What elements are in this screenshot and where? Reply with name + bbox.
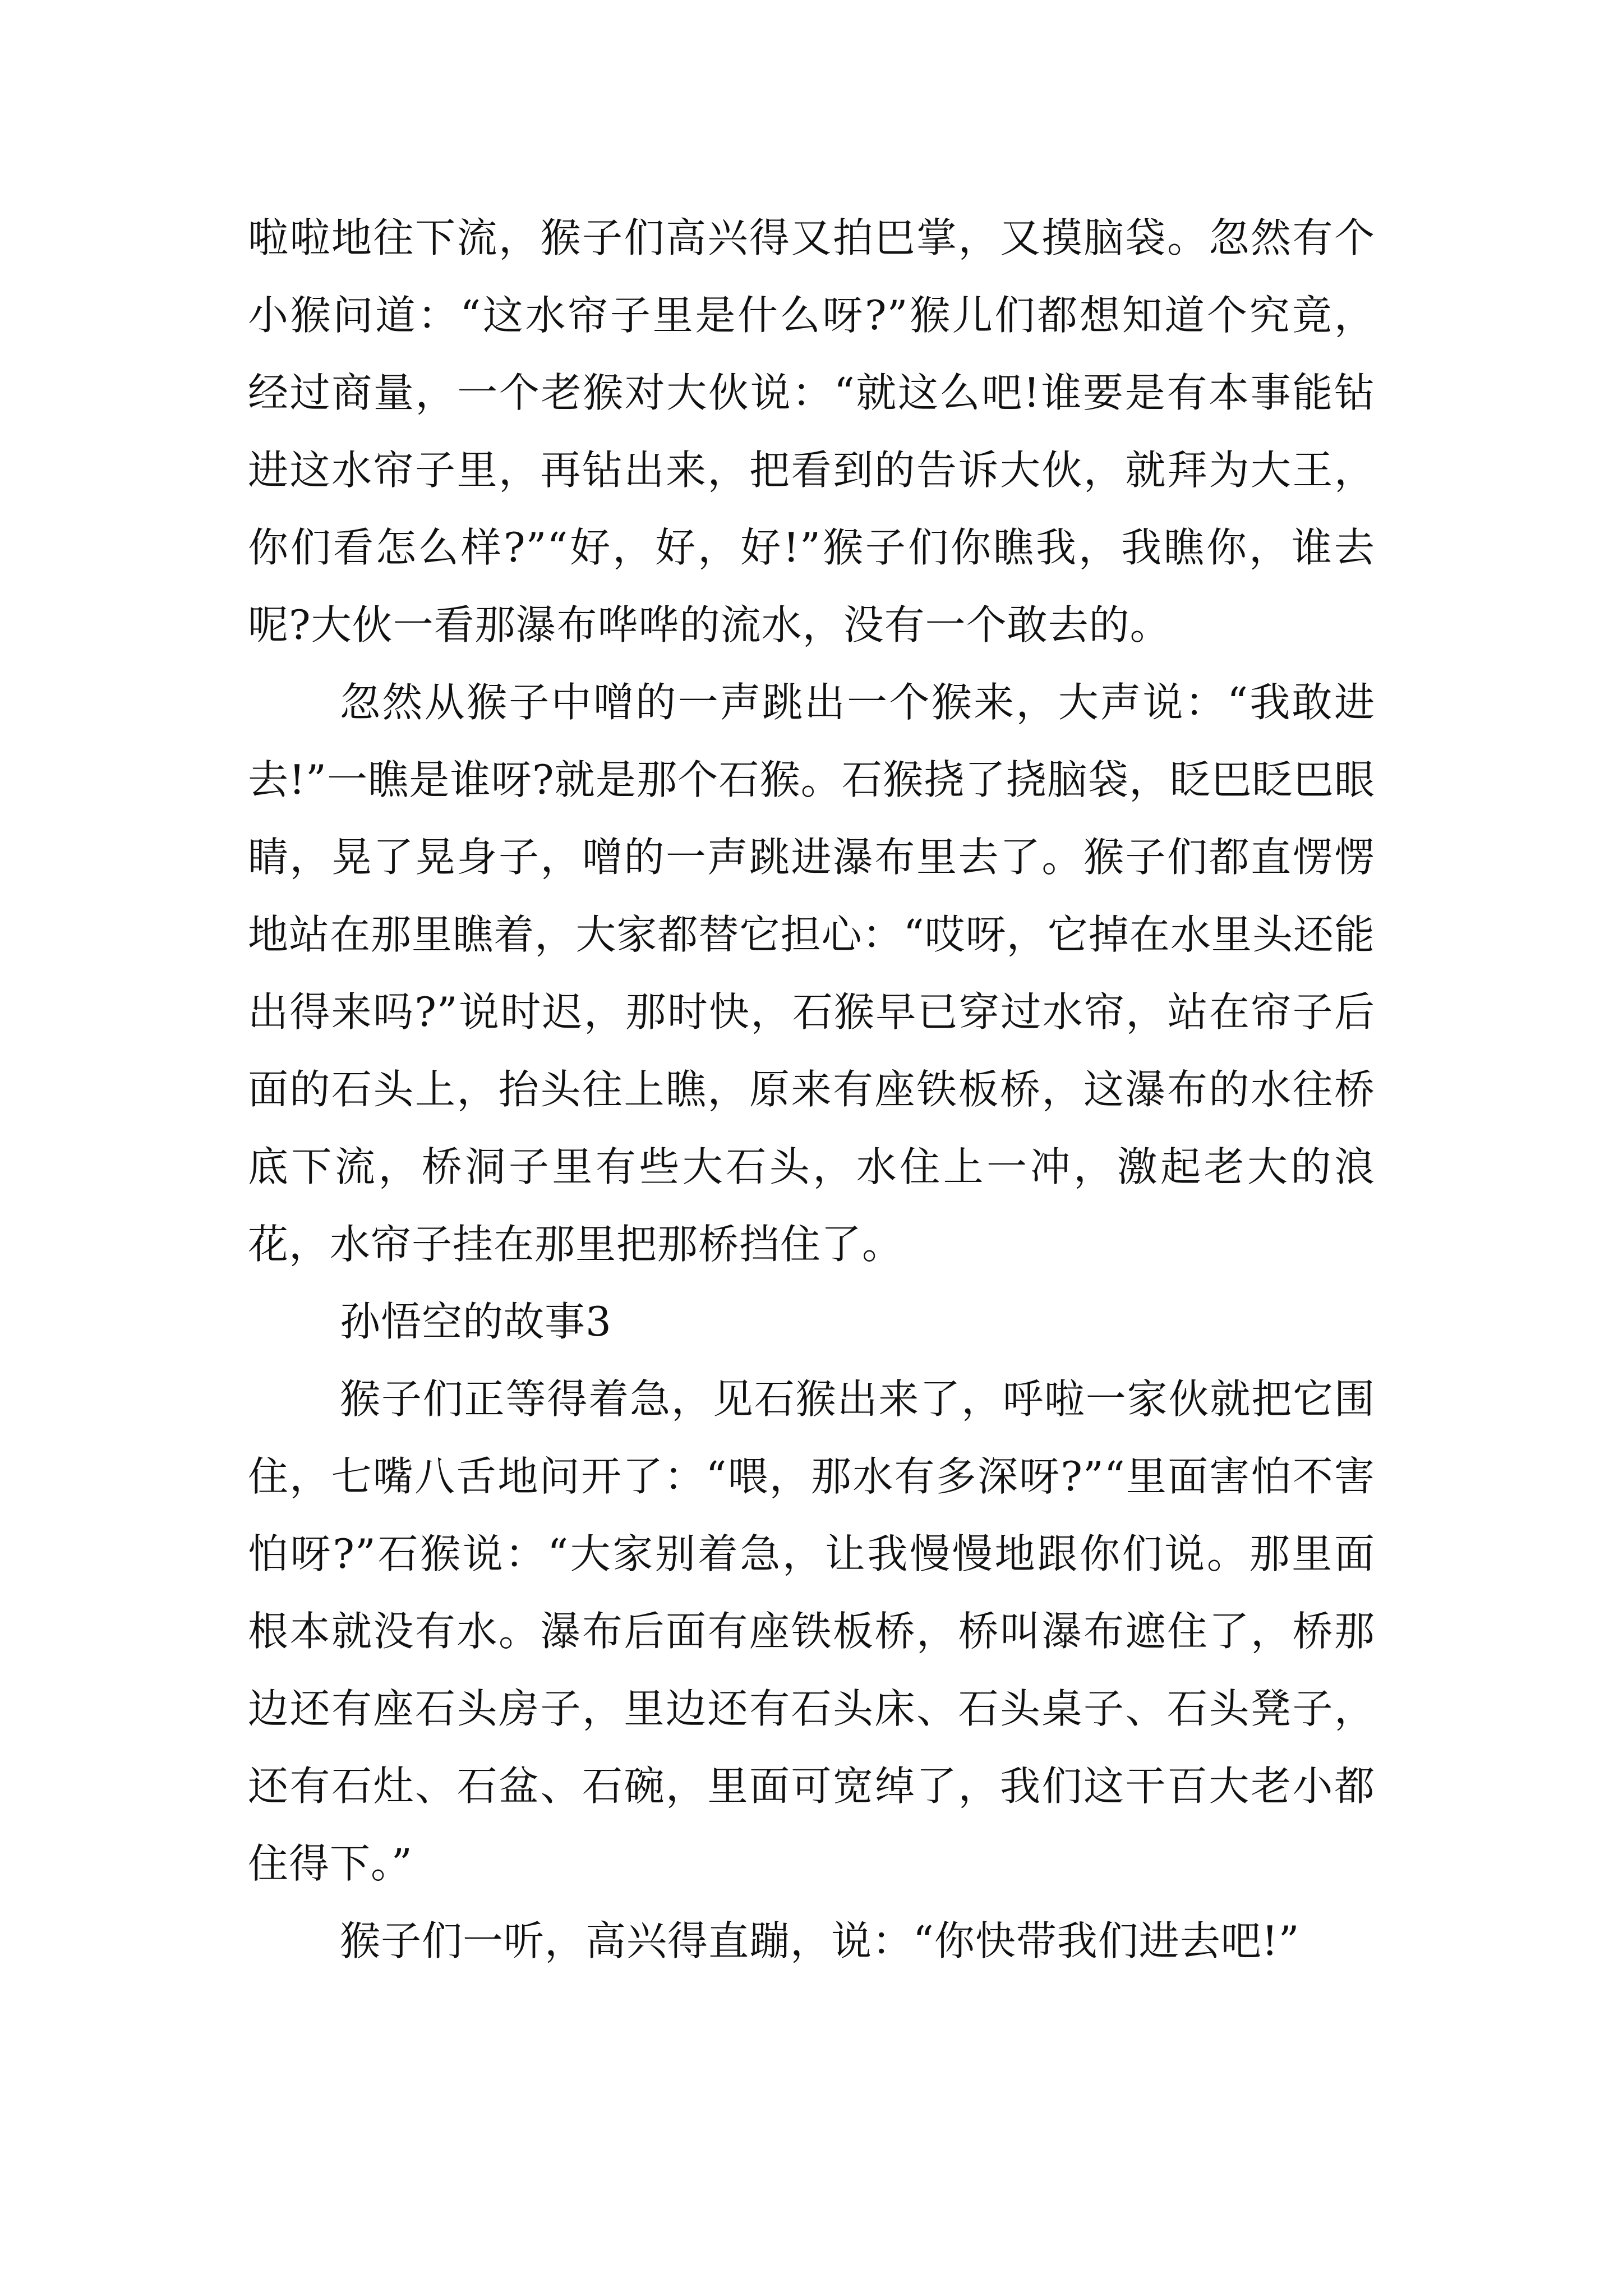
paragraph-continuation: 啦啦地往下流，猴子们高兴得又拍巴掌，又摸脑袋。忽然有个小猴问道：“这水帘子里是什么呀?”猴儿们都想知道个究竟，经过商量，一个老猴对大伙说：“就这么吧!谁要是有本事能钻进这水帘子里，再钻出来，把看到的告诉大伙，就拜为大王，你们看怎么样?”“好，好，好!”猴子们你瞧我，我瞧你，谁去呢?大伙一看那瀑布哗哗的流水，没有一个敢去的。 xyxy=(248,214,1375,648)
document-body xyxy=(248,199,1375,1980)
paragraph-monkeys-cheer: 猴子们一听，高兴得直蹦，说：“你快带我们进去吧!” xyxy=(340,1917,1300,1964)
paragraph-monkeys-surround: 猴子们正等得着急，见石猴出来了，呼啦一家伙就把它围住，七嘴八舌地问开了：“喂，那水有多深呀?”“里面害怕不害怕呀?”石猴说：“大家别着急，让我慢慢地跟你们说。那里面根本就没有水。瀑布后面有座铁板桥，桥叫瀑布遮住了，桥那边还有座石头房子，里边还有石头床、石头桌子、石头凳子，还有石灶、石盆、石碗，里面可宽绰了，我们这干百大老小都住得下。” xyxy=(248,1375,1375,1887)
section-heading: 孙悟空的故事3 xyxy=(340,1298,612,1345)
paragraph-stone-monkey-jumps: 忽然从猴子中噌的一声跳出一个猴来，大声说：“我敢进去!”一瞧是谁呀?就是那个石猴。石猴挠了挠脑袋，眨巴眨巴眼睛，晃了晃身子，噌的一声跳进瀑布里去了。猴子们都直愣愣地站在那里瞧着，大家都替它担心：“哎呀，它掉在水里头还能出得来吗?”说时迟，那时快，石猴早已穿过水帘，站在帘子后面的石头上，抬头往上瞧，原来有座铁板桥，这瀑布的水往桥底下流，桥洞子里有些大石头，水住上一冲，激起老大的浪花，水帘子挂在那里把那桥挡住了。 xyxy=(248,679,1375,1268)
